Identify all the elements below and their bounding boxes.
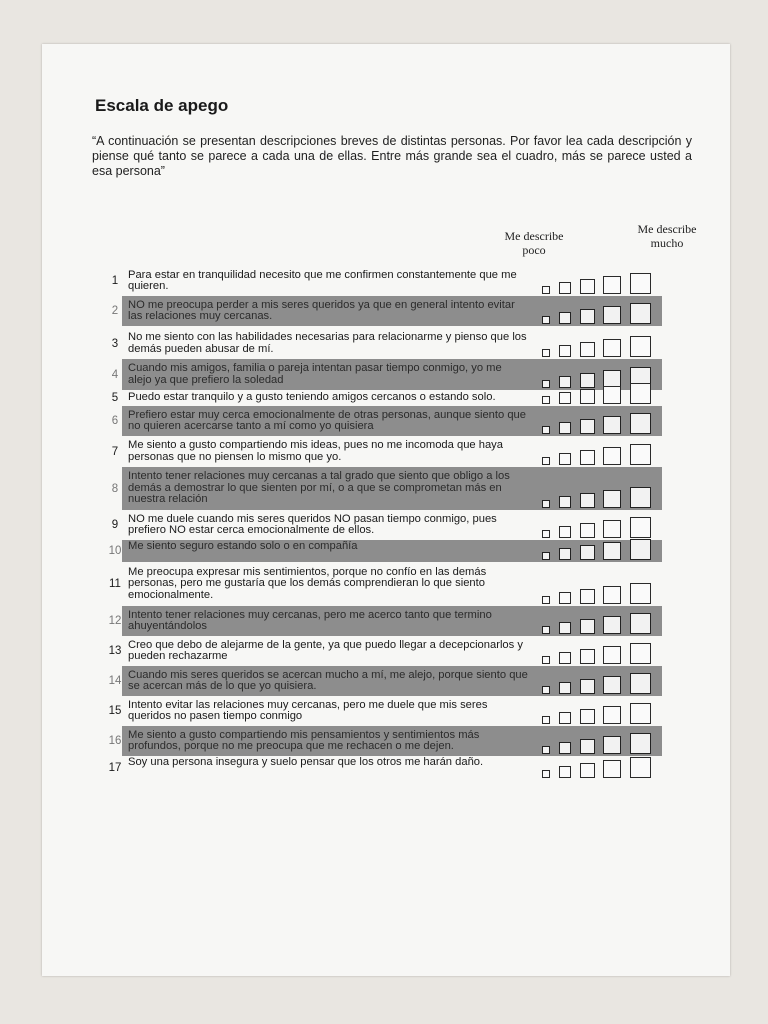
rating-checkbox-1[interactable] <box>542 626 550 634</box>
rating-checkbox-2[interactable] <box>559 453 571 465</box>
rating-checkbox-3[interactable] <box>580 279 595 294</box>
item-row-9 <box>111 510 662 540</box>
rating-checkbox-1[interactable] <box>542 349 550 357</box>
document-title: Escala de apego <box>95 96 229 115</box>
item-text: Me siento a gusto compartiendo mis ideas, pues no me incomoda que haya personas que no piensen lo mismo que yo. <box>128 439 503 463</box>
item-text: Soy una persona insegura y suelo pensar que los otros me harán daño. <box>128 756 484 768</box>
item-number: 16 <box>108 735 122 747</box>
rating-checkbox-4[interactable] <box>603 276 621 294</box>
rating-checkbox-4[interactable] <box>603 520 621 538</box>
rating-checkbox-1[interactable] <box>542 380 550 388</box>
rating-checkbox-5[interactable] <box>630 336 651 357</box>
item-row-11 <box>109 562 662 606</box>
rating-checkbox-5[interactable] <box>630 273 651 294</box>
rating-checkbox-1[interactable] <box>542 552 550 560</box>
item-number: 17 <box>108 762 122 774</box>
rating-checkbox-4[interactable] <box>603 490 621 508</box>
rating-checkbox-4[interactable] <box>603 447 621 465</box>
item-text: Me preocupa expresar mis sentimientos, porque no confío en las demás personas, pero me gustaría que los demás comprendieran lo que siento emocionalmente. <box>128 565 487 601</box>
item-number: 15 <box>108 705 122 717</box>
instructions-text: “A continuación se presentan descripciones breves de distintas personas. Por favor lea cada descripción y piense qué tanto se parece a cada una de ellas. Entre más grande sea el cuadro, más se parece usted a esa persona” <box>92 134 692 178</box>
rating-checkbox-3[interactable] <box>580 309 595 324</box>
rating-checkbox-5[interactable] <box>630 383 651 404</box>
item-text: Intento tener relaciones muy cercanas, pero me acerco tanto que termino ahuyentándolos <box>128 608 492 632</box>
rating-checkbox-2[interactable] <box>559 376 571 388</box>
item-number: 12 <box>108 615 122 627</box>
rating-checkbox-5[interactable] <box>630 413 651 434</box>
rating-checkbox-3[interactable] <box>580 709 595 724</box>
item-number: 2 <box>111 305 119 317</box>
rating-checkbox-2[interactable] <box>559 712 571 724</box>
rating-checkbox-5[interactable] <box>630 444 651 465</box>
rating-checkbox-3[interactable] <box>580 523 595 538</box>
item-number: 5 <box>111 392 119 404</box>
rating-checkbox-2[interactable] <box>559 592 571 604</box>
item-number: 8 <box>111 482 119 495</box>
rating-checkbox-3[interactable] <box>580 545 595 560</box>
rating-checkbox-4[interactable] <box>603 736 621 754</box>
item-row-7 <box>111 436 662 467</box>
item-text: Intento tener relaciones muy cercanas a tal grado que siento que obligo a los demás a demostrar lo que sienten por mí, o a que se comprometan más en nuestra relación <box>128 470 510 506</box>
rating-checkbox-4[interactable] <box>603 306 621 324</box>
item-number: 14 <box>108 675 122 687</box>
item-text: No me siento con las habilidades necesarias para relacionarme y pienso que los demás pueden abusar de mí. <box>128 331 527 355</box>
rating-checkbox-2[interactable] <box>559 526 571 538</box>
rating-checkbox-2[interactable] <box>559 652 571 664</box>
rating-checkbox-1[interactable] <box>542 457 550 465</box>
rating-checkbox-2[interactable] <box>559 312 571 324</box>
item-number: 6 <box>111 415 119 427</box>
item-text: Para estar en tranquilidad necesito que me confirmen constantemente que me quieren. <box>128 268 517 292</box>
rating-checkbox-3[interactable] <box>580 389 595 404</box>
rating-checkbox-3[interactable] <box>580 419 595 434</box>
rating-checkbox-2[interactable] <box>559 392 571 404</box>
rating-checkbox-3[interactable] <box>580 342 595 357</box>
rating-checkbox-2[interactable] <box>559 496 571 508</box>
item-text: Creo que debo de alejarme de la gente, ya que puedo llegar a decepcionarlos y pueden rechazarme <box>128 638 523 662</box>
item-number: 10 <box>108 545 122 557</box>
rating-checkbox-1[interactable] <box>542 286 550 294</box>
rating-checkbox-1[interactable] <box>542 770 550 778</box>
item-text: Prefiero estar muy cerca emocionalmente de otras personas, aunque siento que no quieren acercarse tanto a mí como yo quisiera <box>128 408 527 432</box>
rating-checkbox-4[interactable] <box>603 386 621 404</box>
rating-checkbox-5[interactable] <box>630 613 651 634</box>
item-row-17 <box>108 756 662 780</box>
rating-checkbox-4[interactable] <box>603 586 621 604</box>
item-row-1 <box>111 266 662 296</box>
rating-checkbox-3[interactable] <box>580 739 595 754</box>
scale-high-label: Me describe mucho <box>637 222 697 250</box>
rating-checkbox-2[interactable] <box>559 282 571 294</box>
item-number: 3 <box>111 337 119 350</box>
rating-checkbox-2[interactable] <box>559 742 571 754</box>
rating-checkbox-1[interactable] <box>542 716 550 724</box>
item-text: Cuando mis seres queridos se acercan mucho a mí, me alejo, porque siento que se acercan más de lo que yo quisiera. <box>128 668 528 692</box>
rating-checkbox-2[interactable] <box>559 422 571 434</box>
item-number: 4 <box>111 368 119 381</box>
rating-checkbox-5[interactable] <box>630 583 651 604</box>
item-text: Me siento a gusto compartiendo mis pensamientos y sentimientos más profundos, porque no me preocupa que me rechacen o me dejen. <box>128 728 480 752</box>
rating-checkbox-1[interactable] <box>542 316 550 324</box>
item-text: Puedo estar tranquilo y a gusto teniendo amigos cercanos o estando solo. <box>128 391 496 404</box>
rating-checkbox-4[interactable] <box>603 339 621 357</box>
rating-checkbox-3[interactable] <box>580 589 595 604</box>
rating-checkbox-1[interactable] <box>542 530 550 538</box>
rating-checkbox-4[interactable] <box>603 616 621 634</box>
rating-checkbox-3[interactable] <box>580 763 595 778</box>
rating-checkbox-2[interactable] <box>559 682 571 694</box>
item-row-10 <box>108 540 662 562</box>
rating-checkbox-3[interactable] <box>580 493 595 508</box>
rating-checkbox-3[interactable] <box>580 679 595 694</box>
rating-checkbox-1[interactable] <box>542 500 550 508</box>
item-row-14 <box>108 666 662 696</box>
rating-checkbox-2[interactable] <box>559 622 571 634</box>
rating-checkbox-3[interactable] <box>580 619 595 634</box>
item-text: Cuando mis amigos, familia o pareja intentan pasar tiempo conmigo, yo me alejo ya que prefiero la soledad <box>128 362 502 386</box>
item-row-6 <box>111 406 662 436</box>
item-text: Intento evitar las relaciones muy cercanas, pero me duele que mis seres queridos no pasen tiempo conmigo <box>128 698 488 722</box>
item-row-13 <box>108 636 662 666</box>
rating-checkbox-4[interactable] <box>603 760 621 778</box>
rating-checkbox-5[interactable] <box>630 487 651 508</box>
rating-checkbox-4[interactable] <box>603 646 621 664</box>
item-row-2 <box>111 296 662 326</box>
item-row-4 <box>111 359 662 390</box>
rating-checkbox-5[interactable] <box>630 757 651 778</box>
rating-checkbox-2[interactable] <box>559 548 571 560</box>
rating-checkbox-4[interactable] <box>603 416 621 434</box>
item-number: 13 <box>108 645 122 657</box>
rating-checkbox-3[interactable] <box>580 450 595 465</box>
rating-checkbox-1[interactable] <box>542 396 550 404</box>
rating-checkbox-4[interactable] <box>603 676 621 694</box>
item-text: Me siento seguro estando solo o en compañía <box>128 540 358 552</box>
rating-checkbox-1[interactable] <box>542 596 550 604</box>
item-number: 7 <box>111 445 119 458</box>
rating-checkbox-1[interactable] <box>542 426 550 434</box>
rating-checkbox-5[interactable] <box>630 517 651 538</box>
item-row-16 <box>108 726 662 756</box>
item-number: 1 <box>111 275 119 287</box>
item-row-3 <box>111 328 662 359</box>
rating-checkbox-4[interactable] <box>603 542 621 560</box>
item-number: 11 <box>109 578 121 590</box>
rating-checkbox-5[interactable] <box>630 643 651 664</box>
item-row-12 <box>108 606 662 636</box>
rating-checkbox-5[interactable] <box>630 539 651 560</box>
rating-checkbox-3[interactable] <box>580 649 595 664</box>
rating-checkbox-5[interactable] <box>630 733 651 754</box>
rating-checkbox-2[interactable] <box>559 345 571 357</box>
item-text: NO me preocupa perder a mis seres queridos ya que en general intento evitar las relaciones muy cercanas. <box>128 298 515 322</box>
rating-checkbox-5[interactable] <box>630 673 651 694</box>
paper-sheet <box>42 44 730 976</box>
scale-low-label: Me describe poco <box>504 229 564 257</box>
rating-checkbox-5[interactable] <box>630 703 651 724</box>
rating-checkbox-2[interactable] <box>559 766 571 778</box>
rating-checkbox-1[interactable] <box>542 656 550 664</box>
item-number: 9 <box>111 519 119 531</box>
item-row-5 <box>111 390 662 406</box>
rating-checkbox-1[interactable] <box>542 746 550 754</box>
rating-checkbox-5[interactable] <box>630 303 651 324</box>
item-row-8 <box>111 467 662 510</box>
item-row-15 <box>108 696 662 726</box>
rating-checkbox-3[interactable] <box>580 373 595 388</box>
rating-checkbox-4[interactable] <box>603 706 621 724</box>
item-text: NO me duele cuando mis seres queridos NO pasan tiempo conmigo, pues prefiero NO estar cerca emocionalmente de ellos. <box>128 512 497 536</box>
rating-checkbox-1[interactable] <box>542 686 550 694</box>
